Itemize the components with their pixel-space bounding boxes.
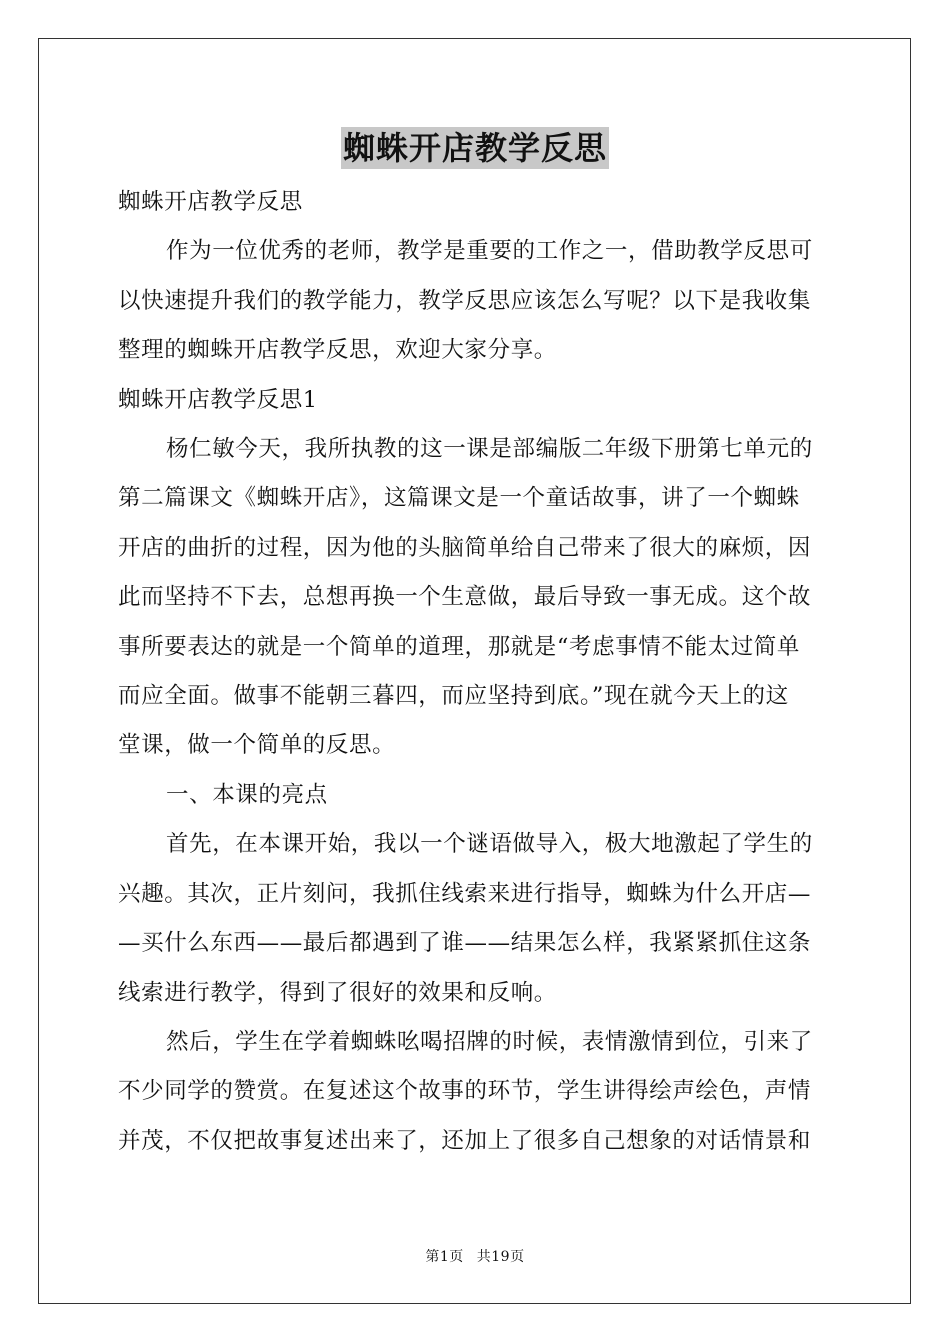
paragraph-line: 杨仁敏今天，我所执教的这一课是部编版二年级下册第七单元的 [166, 436, 813, 463]
paragraph-line: 堂课，做一个简单的反思。 [118, 732, 396, 759]
subsection-heading: 一、本课的亮点 [166, 781, 328, 808]
page-total: 共19页 [476, 1249, 525, 1265]
section-heading: 蜘蛛开店教学反思1 [118, 386, 318, 413]
paragraph-line: 开店的曲折的过程，因为他的头脑简单给自己带来了很大的麻烦，因 [118, 534, 812, 561]
paragraph-line: 作为一位优秀的老师，教学是重要的工作之一，借助教学反思可 [166, 238, 813, 265]
paragraph-line: 而应全面。做事不能朝三暮四，而应坚持到底。”现在就今天上的这 [118, 683, 789, 710]
paragraph-line: 线索进行教学，得到了很好的效果和反响。 [118, 979, 557, 1006]
document-body [118, 178, 834, 1166]
paragraph-line: 然后，学生在学着蜘蛛吆喝招牌的时候，表情激情到位，引来了 [166, 1028, 813, 1055]
page-number: 第1页 [425, 1249, 464, 1265]
paragraph-line: 不少同学的赞赏。在复述这个故事的环节，学生讲得绘声绘色，声情 [118, 1078, 812, 1105]
paragraph-line: 并茂，不仅把故事复述出来了，还加上了很多自己想象的对话情景和 [118, 1127, 812, 1154]
paragraph-line: 以快速提升我们的教学能力，教学反思应该怎么写呢？以下是我收集 [118, 287, 812, 314]
paragraph-line: 第二篇课文《蜘蛛开店》，这篇课文是一个童话故事，讲了一个蜘蛛 [118, 485, 800, 512]
paragraph-line: 兴趣。其次，正片刻问，我抓住线索来进行指导，蜘蛛为什么开店— [118, 880, 812, 907]
paragraph-line: 事所要表达的就是一个简单的道理，那就是“考虑事情不能太过简单 [118, 633, 801, 660]
title-container [0, 127, 950, 169]
paragraph-line: —买什么东西——最后都遇到了谁——结果怎么样，我紧紧抓住这条 [118, 930, 812, 957]
subtitle-line: 蜘蛛开店教学反思 [118, 189, 303, 215]
paragraph-line: 首先，在本课开始，我以一个谜语做导入，极大地激起了学生的 [166, 831, 813, 858]
paragraph-line: 此而坚持不下去，总想再换一个生意做，最后导致一事无成。这个故 [118, 584, 812, 611]
paragraph-line: 整理的蜘蛛开店教学反思，欢迎大家分享。 [118, 337, 557, 364]
document-title: 蜘蛛开店教学反思 [342, 129, 607, 167]
page-footer [0, 1246, 950, 1266]
